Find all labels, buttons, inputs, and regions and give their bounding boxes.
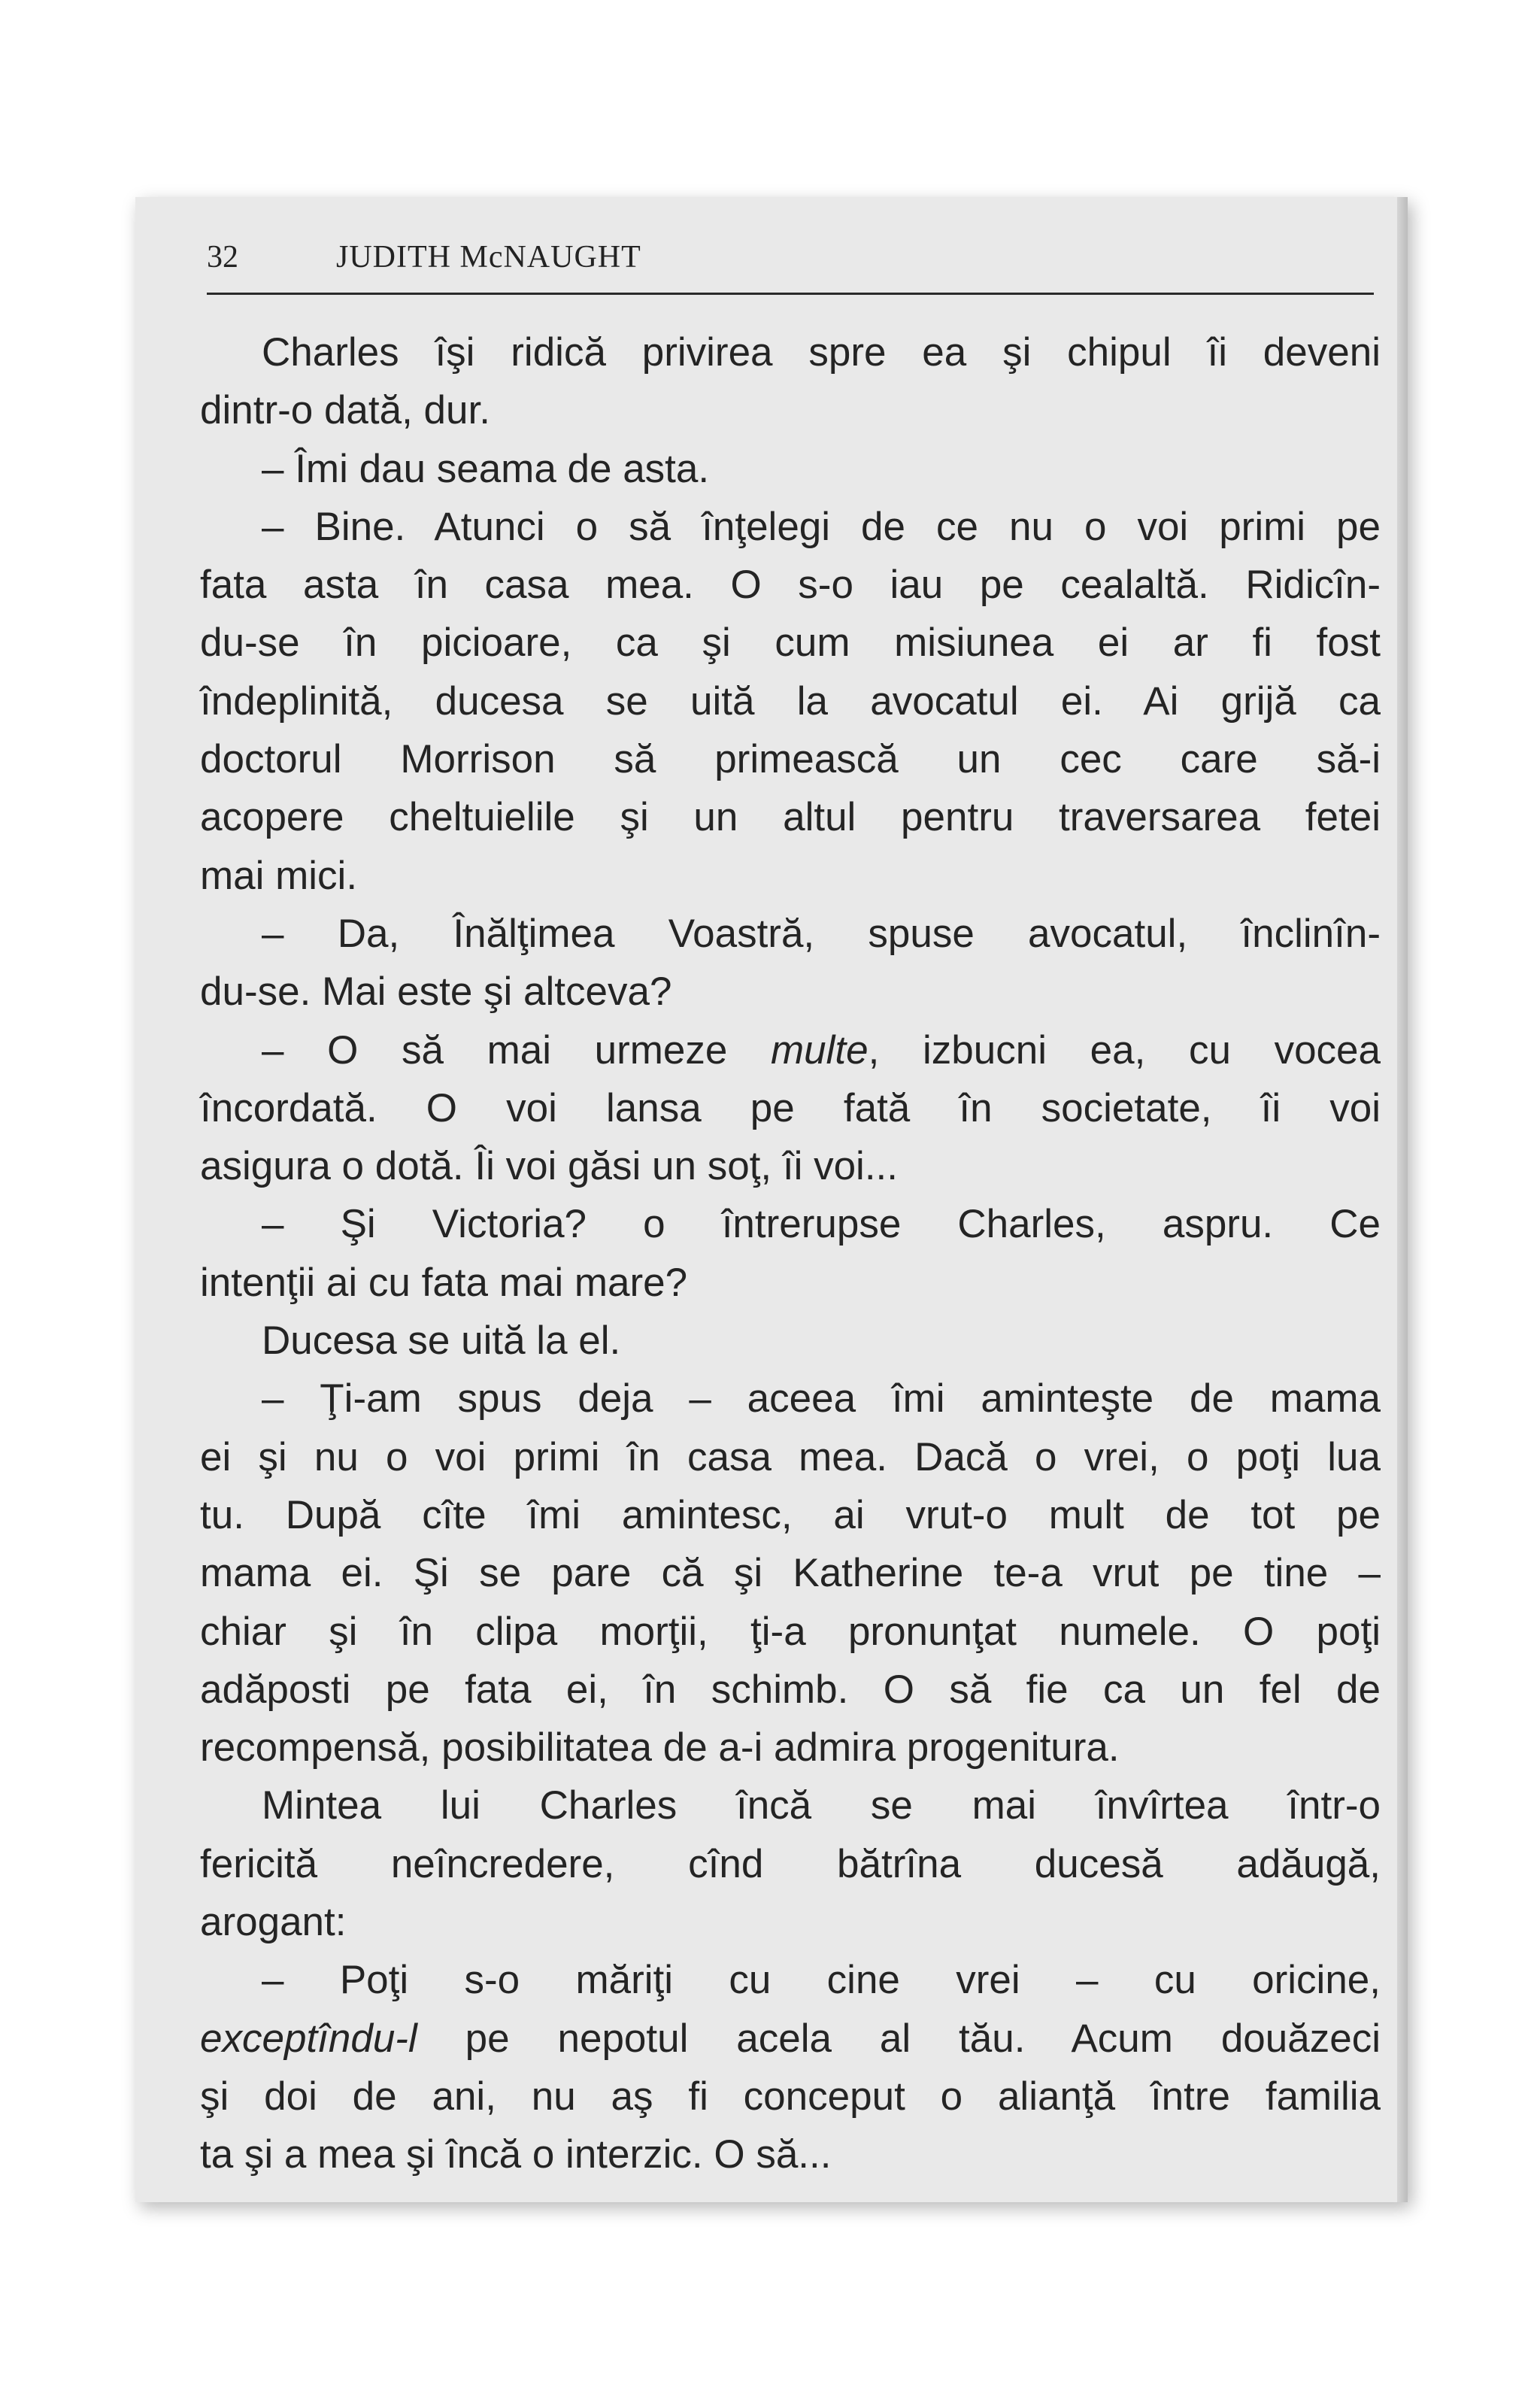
text-line: ei şi nu o voi primi în casa mea. Dacă o vrei, o poţi lua [200,1434,1381,1479]
text-line: tu. După cîte îmi amintesc, ai vrut-o mult de tot pe [200,1492,1381,1537]
text-line: recompensă, posibilitatea de a-i admira progenitura. [200,1725,1120,1770]
text-line: acopere cheltuielile şi un altul pentru traversarea fetei [200,795,1381,840]
text-line: du-se în picioare, ca şi cum misiunea ei ar fi fost [200,620,1381,666]
text-fragment: , izbucni ea, cu vocea [868,1027,1381,1073]
text-line: – Şi Victoria? o întrerupse Charles, aspru. Ce [262,1202,1381,1247]
text-line: fericită neîncredere, cînd bătrîna ducesă adăugă, [200,1841,1381,1886]
text-line: doctorul Morrison să primească un cec care să-i [200,737,1381,782]
text-line: – Bine. Atunci o să înţelegi de ce nu o voi primi pe [262,504,1381,549]
text-line: dintr-o dată, dur. [200,388,490,433]
text-line: – Îmi dau seama de asta. [262,446,710,491]
text-line: mama ei. Şi se pare că şi Katherine te-a vrut pe tine – [200,1551,1381,1596]
text-line: – Da, Înălţimea Voastră, spuse avocatul, înclinîn- [262,911,1381,956]
text-line: şi doi de ani, nu aş fi conceput o alianţă între familia [200,2074,1381,2119]
text-fragment: – O să mai urmeze [262,1027,772,1073]
emphasis-text: exceptîndu-l [200,2016,417,2061]
text-fragment: pe nepotul acela al tău. Acum douăzeci [417,2016,1381,2061]
text-line: Charles îşi ridică privirea spre ea şi chipul îi deveni [262,330,1381,375]
body-text [200,323,1381,2184]
emphasis-text: multe [771,1027,869,1073]
text-line: mai mici. [200,853,358,898]
running-head: JUDITH McNAUGHT [336,240,641,275]
text-line: asigura o dotă. Îi voi găsi un soţ, îi voi... [200,1144,898,1189]
text-line: chiar şi în clipa morţii, ţi-a pronunţat numele. O poţi [200,1609,1381,1654]
text-line: du-se. Mai este şi altceva? [200,969,672,1015]
text-line: ta şi a mea şi încă o interzic. O să... [200,2132,832,2177]
text-line [200,1021,1381,1079]
page-number: 32 [207,240,238,275]
text-line [200,2010,1381,2068]
text-line: Ducesa se uită la el. [262,1318,621,1364]
page-header [207,235,1374,295]
text-line: intenţii ai cu fata mai mare? [200,1260,688,1305]
text-line: – Poţi s-o măriţi cu cine vrei – cu oricine, [262,1958,1381,2003]
text-line: arogant: [200,1900,347,1945]
text-line: fata asta în casa mea. O s-o iau pe cealaltă. Ridicîn- [200,563,1381,608]
text-line: adăposti pe fata ei, în schimb. O să fie ca un fel de [200,1667,1381,1712]
text-line: – Ţi-am spus deja – aceea îmi aminteşte de mama [262,1376,1381,1422]
text-line: îndeplinită, ducesa se uită la avocatul ei. Ai grijă ca [200,678,1381,724]
text-line: Mintea lui Charles încă se mai învîrtea într-o [262,1783,1381,1828]
text-line: încordată. O voi lansa pe fată în societate, îi voi [200,1085,1381,1130]
book-page [135,197,1408,2202]
